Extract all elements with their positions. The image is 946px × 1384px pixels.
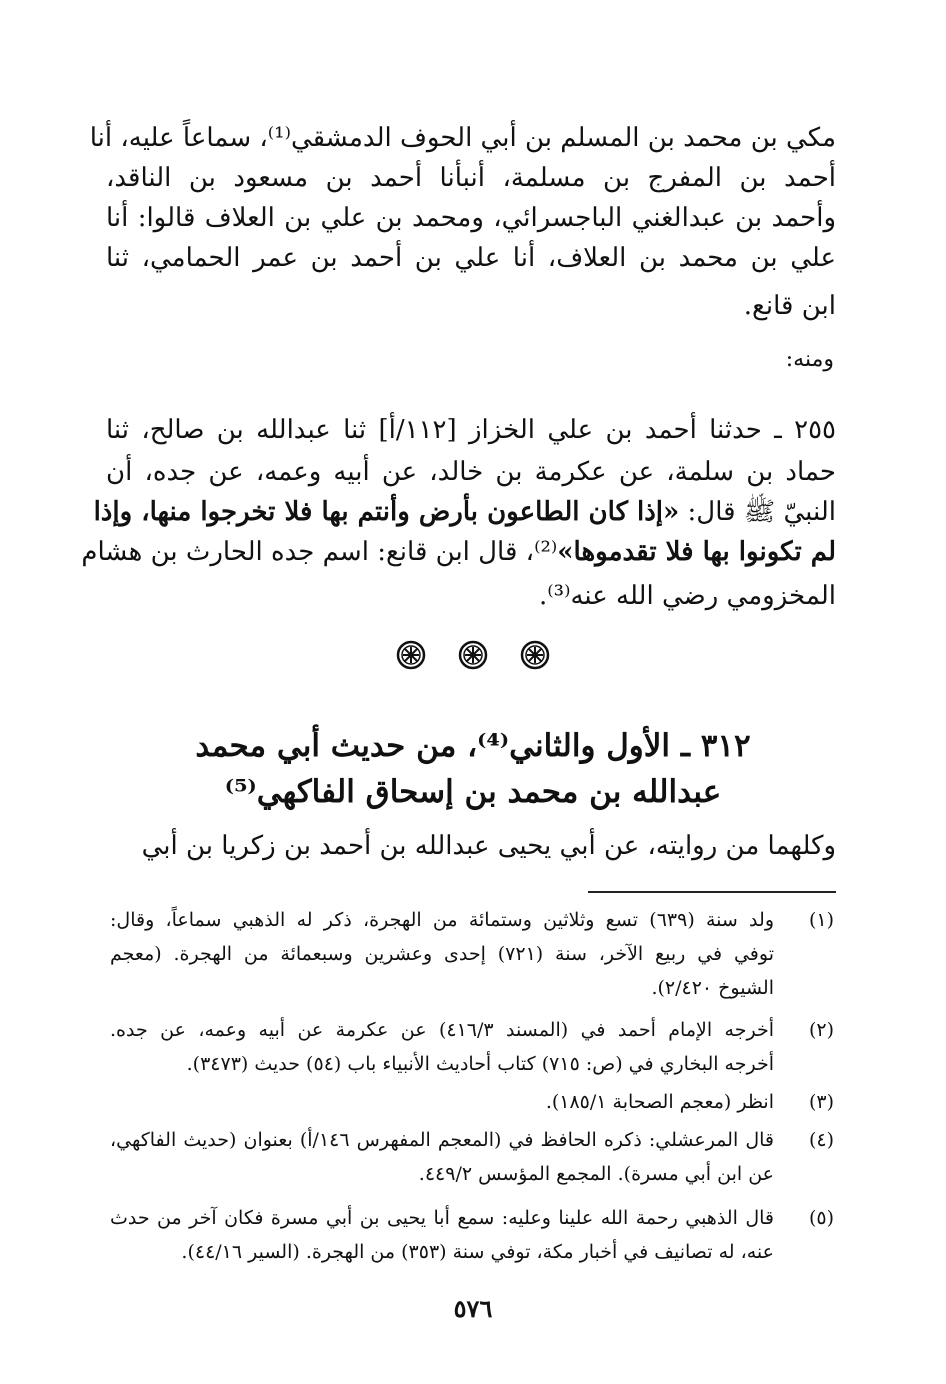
- text-line: ابن قانع.: [743, 291, 836, 321]
- intro-line: وكلهما من روايته، عن أبي يحيى عبدالله بن أحمد بن زكريا بن أبي: [141, 831, 836, 861]
- footnote-number: (٤): [808, 1129, 834, 1151]
- hadith-line: [106, 410, 836, 450]
- footnote-number: (١): [808, 909, 834, 931]
- footnote-separator: [588, 891, 836, 893]
- footnote-number: (٣): [808, 1091, 834, 1113]
- text-line: مكي بن محمد بن المسلم بن أبي الحوف الدمشقي⁽¹⁾، سماعاً عليه، أنا: [89, 123, 836, 153]
- footnote-text: انظر (معجم الصحابة ١٨٥/١).: [545, 1091, 774, 1113]
- ornament-icon: [458, 640, 488, 670]
- hadith-line: [93, 492, 836, 532]
- footnote-number: (٢): [808, 1019, 834, 1041]
- footnote-text: ولد سنة (٦٣٩) تسع وثلاثين وستمائة من الهجرة، ذكر له الذهبي سماعاً، وقال:: [110, 909, 774, 931]
- hadith-line: حماد بن سلمة، عن عكرمة بن خالد، عن أبيه وعمه، عن جده، أن: [106, 457, 836, 487]
- footnote-text: قال الذهبي رحمة الله علينا وعليه: سمع أبا يحيى بن أبي مسرة فكان آخر من حدث: [110, 1207, 774, 1229]
- section-divider: [0, 640, 946, 680]
- hadith-text: ٢٥٥ ـ حدثنا أحمد بن علي الخزاز [١١٢/أ] ثنا عبدالله بن صالح، ثنا: [106, 415, 837, 445]
- section-title: ٣١٢ ـ الأول والثاني⁽⁴⁾، من حديث أبي محمد: [195, 728, 751, 764]
- footnote-number: (٥): [808, 1207, 834, 1229]
- footnote-text: توفي في ربيع الآخر، سنة (٧٢١) إحدى وعشرين وسبعمائة من الهجرة. (معجم: [110, 943, 774, 965]
- ornament-icon: [520, 640, 550, 670]
- hadith-line: المخزومي رضي الله عنه⁽³⁾.: [538, 581, 836, 611]
- hadith-text: النبيّ ﷺ قال:: [679, 497, 836, 527]
- hadith-quote: لم تكونوا بها فلا تقدموها»: [557, 537, 836, 567]
- footnote-text: قال المرعشلي: ذكره الحافظ في (المعجم المفهرس ١٤٦/أ) بعنوان (حديث الفاكهي،: [110, 1129, 775, 1151]
- hadith-text: ⁽²⁾، قال ابن قانع: اسم جده الحارث بن هشام: [81, 537, 558, 567]
- hadith-line: [81, 532, 836, 572]
- footnote-text: عن ابن أبي مسرة). المجمع المؤسس ٤٤٩/٢.: [418, 1163, 774, 1185]
- hadith-quote: «إذا كان الطاعون بأرض وأنتم بها فلا تخرجوا منها، وإذا: [93, 497, 680, 527]
- text-line: علي بن محمد بن العلاف، أنا علي بن أحمد بن عمر الحمامي، ثنا: [106, 243, 836, 273]
- text-line: أحمد بن المفرج بن مسلمة، أنبأنا أحمد بن مسعود بن الناقد،: [106, 163, 836, 193]
- section-title: عبدالله بن محمد بن إسحاق الفاكهي⁽⁵⁾: [224, 774, 722, 810]
- footnote-text: الشيوخ ٢/٤٢٠).: [651, 977, 774, 999]
- ornament-icon: [396, 640, 426, 670]
- page-number: ٥٧٦: [453, 1294, 493, 1323]
- footnote-text: أخرجه الإمام أحمد في (المسند ٤١٦/٣) عن عكرمة عن أبيه وعمه، عن جده.: [110, 1019, 774, 1041]
- text-line: وأحمد بن عبدالغني الباجسرائي، ومحمد بن علي بن العلاف قالوا: أنا: [106, 203, 836, 233]
- footnote-text: عنه، له تصانيف في أخبار مكة، توفي سنة (٣٥٣) من الهجرة. (السير ٤٤/١٦).: [181, 1241, 774, 1263]
- footnote-text: أخرجه البخاري في (ص: ٧١٥) كتاب أحاديث الأنبياء باب (٥٤) حديث (٣٤٧٣).: [186, 1053, 774, 1075]
- minhu-label: ومنه:: [785, 347, 834, 372]
